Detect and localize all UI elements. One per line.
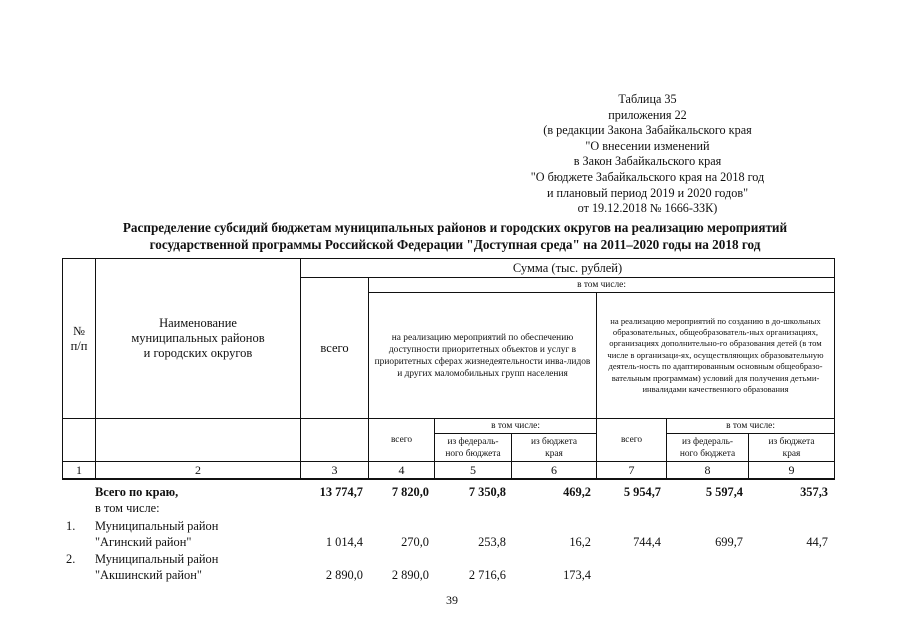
g2-reg-header: из бюджета края [749,434,835,462]
row-name: "Акшинский район" [95,568,202,582]
cell-value: 2 890,0 [391,568,429,582]
header-line: (в редакции Закона Забайкальского края [543,123,752,138]
sum-header: Сумма (тыс. рублей) [301,259,835,278]
col-number-header: № п/п [63,259,96,419]
header-line: в Закон Забайкальского края [573,154,722,169]
col-index: 2 [96,462,301,479]
group1-header: на реализацию мероприятий по обеспечению доступности приоритетных объектов и услуг в приоритетных сферах жизнедеятельности инва-лидов и других маломобильных групп населения [369,293,597,419]
title-line-2: государственной программы Российской Федерации "Доступная среда" на 2011–2020 годы на 2018 год [149,236,761,252]
appendix-header [520,92,775,217]
cell-value: 44,7 [806,535,828,549]
table-row [62,518,834,534]
table-row [62,551,834,567]
col-index: 9 [749,462,835,479]
row-name: Муниципальный район [95,552,219,566]
row-number: 2. [66,552,76,566]
g2-incl-header: в том числе: [667,419,835,434]
header-line: "О внесении изменений [585,138,710,153]
col-index: 7 [597,462,667,479]
header-line: приложения 22 [608,107,687,122]
spacer-name [96,419,301,462]
cell-value: 16,2 [569,535,591,549]
subsidy-table-header [62,258,835,480]
col-total-header: всего [301,278,369,419]
header-line: и плановый период 2019 и 2020 годов" [546,185,749,200]
header-line: Таблица 35 [618,92,677,106]
row-name: Муниципальный район [95,519,219,533]
cell-value: 5 597,4 [705,485,743,499]
col-index: 8 [667,462,749,479]
header-line: "О бюджете Забайкальского края на 2018 год [530,169,765,184]
g2-all-header: всего [597,419,667,462]
incl-row [62,500,834,516]
table-row-cont [62,534,834,550]
cell-value: 744,4 [633,535,661,549]
col-index: 3 [301,462,369,479]
cell-value: 1 014,4 [325,535,363,549]
spacer-total [301,419,369,462]
col-name-header: Наименование муниципальных районов и городских округов [96,259,301,419]
cell-value: 699,7 [715,535,743,549]
cell-value: 2 716,6 [468,568,506,582]
cell-value: 173,4 [563,568,591,582]
cell-value: 5 954,7 [623,485,661,499]
row-number: 1. [66,519,76,533]
col-index: 4 [369,462,435,479]
cell-value: 270,0 [401,535,429,549]
cell-value: 13 774,7 [319,485,363,499]
g1-incl-header: в том числе: [435,419,597,434]
spacer-num [63,419,96,462]
group2-header: на реализацию мероприятий по созданию в до-школьных образовательных, общеобразователь-ных организациях, организациях дополнительно-го образования детей (в том числе в организаци-ях, осуществляющих образовательную деятель-ность по адаптированным основным общеобразо-вательным программам) условий для получения детьми-инвалидами качественного образования [597,293,835,419]
table-row-cont [62,567,834,583]
cell-value: 357,3 [800,485,828,499]
cell-value: 2 890,0 [325,568,363,582]
g1-fed-header: из федераль- ного бюджета [435,434,512,462]
row-name: в том числе: [95,501,160,515]
g2-fed-header: из федераль- ного бюджета [667,434,749,462]
table-row-total [62,484,834,500]
g1-reg-header: из бюджета края [512,434,597,462]
g1-all-header: всего [369,419,435,462]
title-line-1: Распределение субсидий бюджетам муниципальных районов и городских округов на реализацию мероприятий [122,220,788,235]
cell-value: 253,8 [478,535,506,549]
document-title [60,220,850,253]
col-index: 1 [63,462,96,479]
col-index: 6 [512,462,597,479]
page-number: 39 [446,593,458,607]
incl-header: в том числе: [369,278,835,293]
cell-value: 7 820,0 [391,485,429,499]
header-line: от 19.12.2018 № 1666-ЗЗК) [577,201,718,216]
row-name: Всего по краю, [95,485,179,499]
row-name: "Агинский район" [95,535,192,549]
col-index: 5 [435,462,512,479]
cell-value: 469,2 [563,485,591,499]
cell-value: 7 350,8 [468,485,506,499]
